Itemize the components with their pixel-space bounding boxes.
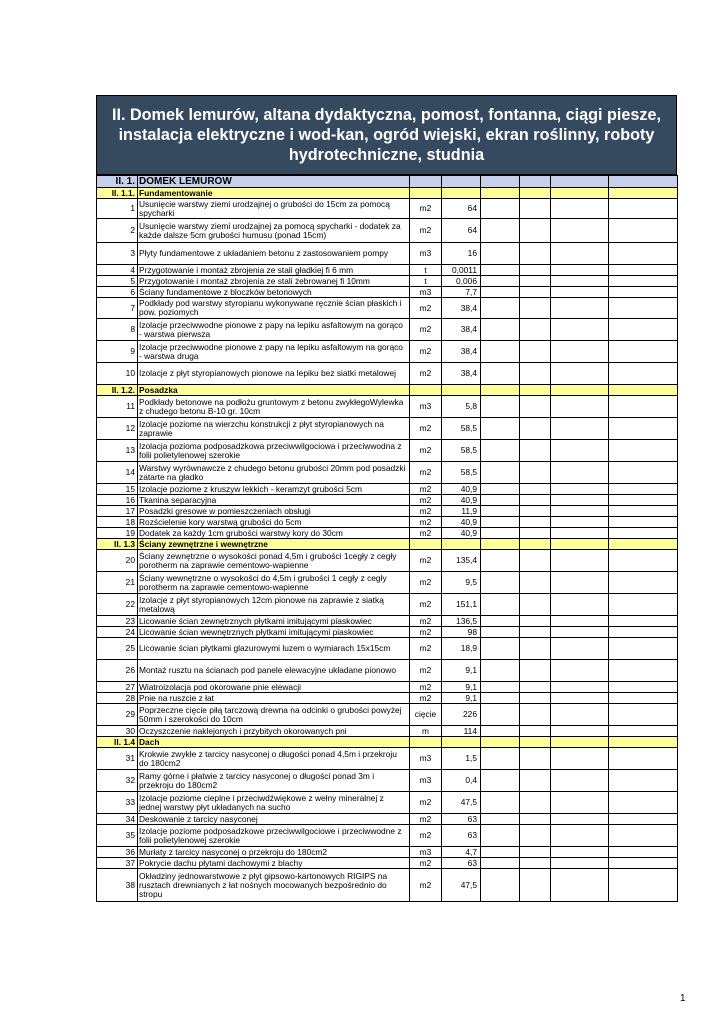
item-number: 16 bbox=[97, 495, 138, 506]
subsection-header-row bbox=[97, 385, 678, 396]
item-quantity: 226 bbox=[442, 704, 481, 726]
item-description: Rozścielenie kory warstwą grubości do 5cm bbox=[138, 517, 410, 528]
page-number: 1 bbox=[680, 993, 686, 1004]
item-unit: t bbox=[410, 276, 442, 287]
item-number: 3 bbox=[97, 243, 138, 265]
item-quantity: 64 bbox=[442, 199, 481, 219]
item-unit: cięcie bbox=[410, 704, 442, 726]
item-description: Płyty fundamentowe z układaniem betonu z zastosowaniem pompy bbox=[138, 243, 410, 265]
item-quantity: 63 bbox=[442, 814, 481, 825]
subsection-header-row bbox=[97, 539, 678, 550]
item-unit: t bbox=[410, 265, 442, 276]
item-quantity: 58,5 bbox=[442, 440, 481, 462]
item-quantity: 47,5 bbox=[442, 869, 481, 902]
item-description: Wiatroizolacja pod okorowane pnie elewacji bbox=[138, 682, 410, 693]
table-row bbox=[97, 858, 678, 869]
item-description: Pnie na ruszcie z łat bbox=[138, 693, 410, 704]
item-number: 36 bbox=[97, 847, 138, 858]
item-number: 28 bbox=[97, 693, 138, 704]
item-unit: m2 bbox=[410, 319, 442, 341]
item-unit: m2 bbox=[410, 616, 442, 627]
item-quantity: 40,9 bbox=[442, 528, 481, 539]
item-quantity: 40,9 bbox=[442, 484, 481, 495]
item-unit: m2 bbox=[410, 693, 442, 704]
item-number: 30 bbox=[97, 726, 138, 737]
item-unit: m2 bbox=[410, 517, 442, 528]
table-row bbox=[97, 219, 678, 243]
section-number: II. 1. bbox=[97, 176, 138, 188]
item-number: 2 bbox=[97, 219, 138, 243]
item-description: Izolacje poziome podposadzkowe przeciwwilgociowe i przeciwwodne z folii polietylenowej szerokie bbox=[138, 825, 410, 847]
item-quantity: 0,006 bbox=[442, 276, 481, 287]
item-unit: m3 bbox=[410, 243, 442, 265]
item-unit: m2 bbox=[410, 462, 442, 484]
table-row bbox=[97, 550, 678, 572]
table-row bbox=[97, 396, 678, 418]
item-quantity: 136,5 bbox=[442, 616, 481, 627]
item-number: 15 bbox=[97, 484, 138, 495]
item-unit: m2 bbox=[410, 528, 442, 539]
table-row bbox=[97, 616, 678, 627]
item-quantity: 38,4 bbox=[442, 319, 481, 341]
item-unit: m3 bbox=[410, 748, 442, 770]
subsection-label: Fundamentowanie bbox=[138, 188, 410, 199]
table-row bbox=[97, 770, 678, 792]
item-description: Dodatek za każdy 1cm grubości warstwy kory do 30cm bbox=[138, 528, 410, 539]
item-quantity: 4,7 bbox=[442, 847, 481, 858]
item-number: 35 bbox=[97, 825, 138, 847]
item-quantity: 63 bbox=[442, 825, 481, 847]
item-quantity: 40,9 bbox=[442, 517, 481, 528]
item-number: 9 bbox=[97, 341, 138, 363]
table-row bbox=[97, 287, 678, 298]
item-description: Ramy górne i płatwie z tarcicy nasyconej o długości ponad 3m i przekroju do 180cm2 bbox=[138, 770, 410, 792]
table-row bbox=[97, 528, 678, 539]
item-quantity: 9,1 bbox=[442, 693, 481, 704]
item-description: Izolacje poziome z kruszyw lekkich - keramzyt grubości 5cm bbox=[138, 484, 410, 495]
item-number: 7 bbox=[97, 298, 138, 319]
cost-estimate-sheet bbox=[96, 95, 677, 902]
item-quantity: 38,4 bbox=[442, 341, 481, 363]
item-unit: m3 bbox=[410, 287, 442, 298]
document-title: II. Domek lemurów, altana dydaktyczna, pomost, fontanna, ciągi piesze, instalacja elektryczne i wod-kan, ogród wiejski, ekran roślinny, roboty hydrotechniczne, studnia bbox=[96, 95, 677, 175]
item-description: Okładziny jednowarstwowe z płyt gipsowo-kartonowych RIGIPS na rusztach drewnianych z łat nośnych mocowanych bezpośrednio do stropu bbox=[138, 869, 410, 902]
item-description: Warstwy wyrównawcze z chudego betonu grubości 20mm pod posadzki zatarte na gładko bbox=[138, 462, 410, 484]
item-number: 18 bbox=[97, 517, 138, 528]
item-quantity: 58,5 bbox=[442, 418, 481, 440]
table-row bbox=[97, 243, 678, 265]
item-unit: m3 bbox=[410, 847, 442, 858]
item-number: 13 bbox=[97, 440, 138, 462]
item-quantity: 114 bbox=[442, 726, 481, 737]
subsection-number: II. 1.3 bbox=[97, 539, 138, 550]
item-number: 5 bbox=[97, 276, 138, 287]
item-description: Poprzeczne cięcie piłą tarczową drewna na odcinki o grubości powyżej 50mm i szerokości do 10cm bbox=[138, 704, 410, 726]
item-description: Ściany zewnętrzne o wysokości ponad 4,5m i grubości 1cegły z cegły porotherm na zaprawie cementowo-wapienne bbox=[138, 550, 410, 572]
table-row bbox=[97, 276, 678, 287]
item-unit: m2 bbox=[410, 484, 442, 495]
table-row bbox=[97, 418, 678, 440]
item-quantity: 9,5 bbox=[442, 572, 481, 594]
item-description: Izolacje poziome cieplne i przeciwdźwiękowe z wełny mineralnej z jednej warstwy płyt układanych na sucho bbox=[138, 792, 410, 814]
item-quantity: 63 bbox=[442, 858, 481, 869]
table-row bbox=[97, 726, 678, 737]
item-number: 29 bbox=[97, 704, 138, 726]
section-header-row bbox=[97, 176, 678, 188]
item-number: 31 bbox=[97, 748, 138, 770]
item-description: Murłaty z tarcicy nasyconej o przekroju do 180cm2 bbox=[138, 847, 410, 858]
item-unit: m2 bbox=[410, 627, 442, 638]
item-number: 26 bbox=[97, 660, 138, 682]
item-unit: m2 bbox=[410, 638, 442, 660]
table-row bbox=[97, 704, 678, 726]
item-quantity: 5,8 bbox=[442, 396, 481, 418]
item-number: 17 bbox=[97, 506, 138, 517]
item-number: 14 bbox=[97, 462, 138, 484]
item-unit: m2 bbox=[410, 814, 442, 825]
item-unit: m2 bbox=[410, 298, 442, 319]
subsection-number: II. 1.1. bbox=[97, 188, 138, 199]
item-description: Przygotowanie i montaż zbrojenia ze stali gładkiej fi 6 mm bbox=[138, 265, 410, 276]
item-unit: m bbox=[410, 726, 442, 737]
item-number: 12 bbox=[97, 418, 138, 440]
subsection-label: Posadzka bbox=[138, 385, 410, 396]
item-unit: m2 bbox=[410, 825, 442, 847]
item-quantity: 0,0011 bbox=[442, 265, 481, 276]
item-quantity: 40,9 bbox=[442, 495, 481, 506]
item-unit: m2 bbox=[410, 440, 442, 462]
item-number: 8 bbox=[97, 319, 138, 341]
table-row bbox=[97, 682, 678, 693]
item-number: 11 bbox=[97, 396, 138, 418]
item-number: 1 bbox=[97, 199, 138, 219]
subsection-number: II. 1.2. bbox=[97, 385, 138, 396]
item-description: Izolacje z płyt styropianowych 12cm pionowe na zaprawie z siatką metalową bbox=[138, 594, 410, 616]
table-row bbox=[97, 265, 678, 276]
table-row bbox=[97, 341, 678, 363]
table-row bbox=[97, 484, 678, 495]
item-quantity: 58,5 bbox=[442, 462, 481, 484]
item-quantity: 47,5 bbox=[442, 792, 481, 814]
item-description: Montaż rusztu na ścianach pod panele elewacyjne układane pionowo bbox=[138, 660, 410, 682]
item-number: 22 bbox=[97, 594, 138, 616]
table-row bbox=[97, 298, 678, 319]
item-description: Podkłady pod warstwy styropianu wykonywane ręcznie ścian płaskich i pow. poziomych bbox=[138, 298, 410, 319]
item-unit: m2 bbox=[410, 506, 442, 517]
item-quantity: 18,9 bbox=[442, 638, 481, 660]
subsection-number: II. 1.4 bbox=[97, 737, 138, 748]
table-row bbox=[97, 572, 678, 594]
item-description: Usunięcie warstwy ziemi urodzajnej za pomocą spycharki - dodatek za każde dalsze 5cm grubości humusu (ponad 15cm) bbox=[138, 219, 410, 243]
item-quantity: 151,1 bbox=[442, 594, 481, 616]
item-quantity: 38,4 bbox=[442, 298, 481, 319]
item-unit: m3 bbox=[410, 396, 442, 418]
item-quantity: 1,5 bbox=[442, 748, 481, 770]
item-unit: m2 bbox=[410, 682, 442, 693]
item-description: Tkanina separacyjna bbox=[138, 495, 410, 506]
table-row bbox=[97, 506, 678, 517]
item-unit: m2 bbox=[410, 341, 442, 363]
item-number: 38 bbox=[97, 869, 138, 902]
item-quantity: 38,4 bbox=[442, 363, 481, 385]
item-description: Ściany wewnętrzne o wysokości do 4,5m i grubości 1 cegły z cegły porotherm na zaprawie cementowo-wapienne bbox=[138, 572, 410, 594]
item-number: 34 bbox=[97, 814, 138, 825]
item-unit: m2 bbox=[410, 792, 442, 814]
item-unit: m3 bbox=[410, 770, 442, 792]
table-row bbox=[97, 319, 678, 341]
item-description: Izolacje przeciwwodne pionowe z papy na lepiku asfaltowym na gorąco - warstwa druga bbox=[138, 341, 410, 363]
item-number: 4 bbox=[97, 265, 138, 276]
item-description: Licowanie ścian zewnętrznych płytkami imitującymi piaskowiec bbox=[138, 616, 410, 627]
table-row bbox=[97, 825, 678, 847]
item-unit: m2 bbox=[410, 869, 442, 902]
table-row bbox=[97, 517, 678, 528]
item-quantity: 135,4 bbox=[442, 550, 481, 572]
item-quantity: 9,1 bbox=[442, 682, 481, 693]
item-description: Usunięcie warstwy ziemi urodzajnej o grubości do 15cm za pomocą spycharki bbox=[138, 199, 410, 219]
item-quantity: 11,9 bbox=[442, 506, 481, 517]
item-unit: m2 bbox=[410, 858, 442, 869]
table-row bbox=[97, 594, 678, 616]
item-unit: m2 bbox=[410, 495, 442, 506]
item-description: Podkłady betonowe na podłożu gruntowym z betonu zwykłegoWylewka z chudego betonu B-10 gr. 10cm bbox=[138, 396, 410, 418]
item-number: 33 bbox=[97, 792, 138, 814]
item-description: Oczyszczenie naklejonych i przybitych okorowanych pni bbox=[138, 726, 410, 737]
table-row bbox=[97, 693, 678, 704]
table-row bbox=[97, 792, 678, 814]
item-unit: m2 bbox=[410, 594, 442, 616]
item-description: Pokrycie dachu płytami dachowymi z blachy bbox=[138, 858, 410, 869]
item-quantity: 16 bbox=[442, 243, 481, 265]
subsection-label: Ściany zewnętrzne i wewnętrzne bbox=[138, 539, 410, 550]
table-row bbox=[97, 440, 678, 462]
subsection-header-row bbox=[97, 737, 678, 748]
table-row bbox=[97, 638, 678, 660]
item-number: 23 bbox=[97, 616, 138, 627]
table-row bbox=[97, 199, 678, 219]
item-number: 27 bbox=[97, 682, 138, 693]
table-row bbox=[97, 847, 678, 858]
item-description: Deskowanie z tarcicy nasyconej bbox=[138, 814, 410, 825]
item-description: Licowanie ścian płytkami glazurowymi luzem o wymiarach 15x15cm bbox=[138, 638, 410, 660]
subsection-header-row bbox=[97, 188, 678, 199]
item-description: Przygotowanie i montaż zbrojenia ze stali żebrowanej fi 10mm bbox=[138, 276, 410, 287]
table-row bbox=[97, 363, 678, 385]
item-number: 25 bbox=[97, 638, 138, 660]
table-row bbox=[97, 660, 678, 682]
item-number: 20 bbox=[97, 550, 138, 572]
item-quantity: 64 bbox=[442, 219, 481, 243]
table-row bbox=[97, 462, 678, 484]
item-unit: m2 bbox=[410, 418, 442, 440]
table-row bbox=[97, 495, 678, 506]
item-unit: m2 bbox=[410, 199, 442, 219]
item-number: 37 bbox=[97, 858, 138, 869]
item-description: Izolacja pozioma podposadzkowa przeciwwilgociowa i przeciwwodna z folii polietylenowej szerokie bbox=[138, 440, 410, 462]
table-row bbox=[97, 748, 678, 770]
item-unit: m2 bbox=[410, 550, 442, 572]
table-row bbox=[97, 814, 678, 825]
item-description: Izolacje przeciwwodne pionowe z papy na lepiku asfaltowym na gorąco - warstwa pierwsza bbox=[138, 319, 410, 341]
item-description: Krokwie zwykłe z tarcicy nasyconej o długości ponad 4,5m i przekroju do 180cm2 bbox=[138, 748, 410, 770]
section-label: DOMEK LEMURÓW bbox=[138, 176, 410, 188]
item-number: 24 bbox=[97, 627, 138, 638]
item-quantity: 0,4 bbox=[442, 770, 481, 792]
item-description: Licowanie ścian wewnętrznych płytkami imitującymi piaskowiec bbox=[138, 627, 410, 638]
item-number: 10 bbox=[97, 363, 138, 385]
item-description: Posadzki gresowe w pomieszczeniach obsługi bbox=[138, 506, 410, 517]
item-unit: m2 bbox=[410, 219, 442, 243]
item-description: Izolacje z płyt styropianowych pionowe na lepiku bez siatki metalowej bbox=[138, 363, 410, 385]
cost-table bbox=[96, 175, 678, 902]
item-description: Ściany fundamentowe z bloczków betonowych bbox=[138, 287, 410, 298]
item-quantity: 9,1 bbox=[442, 660, 481, 682]
item-number: 32 bbox=[97, 770, 138, 792]
item-number: 19 bbox=[97, 528, 138, 539]
item-description: Izolacje poziome na wierzchu konstrukcji z płyt styropianowych na zaprawie bbox=[138, 418, 410, 440]
item-unit: m2 bbox=[410, 363, 442, 385]
item-number: 6 bbox=[97, 287, 138, 298]
item-number: 21 bbox=[97, 572, 138, 594]
item-unit: m2 bbox=[410, 572, 442, 594]
item-unit: m2 bbox=[410, 660, 442, 682]
item-quantity: 98 bbox=[442, 627, 481, 638]
subsection-label: Dach bbox=[138, 737, 410, 748]
table-row bbox=[97, 627, 678, 638]
item-quantity: 7,7 bbox=[442, 287, 481, 298]
table-row bbox=[97, 869, 678, 902]
